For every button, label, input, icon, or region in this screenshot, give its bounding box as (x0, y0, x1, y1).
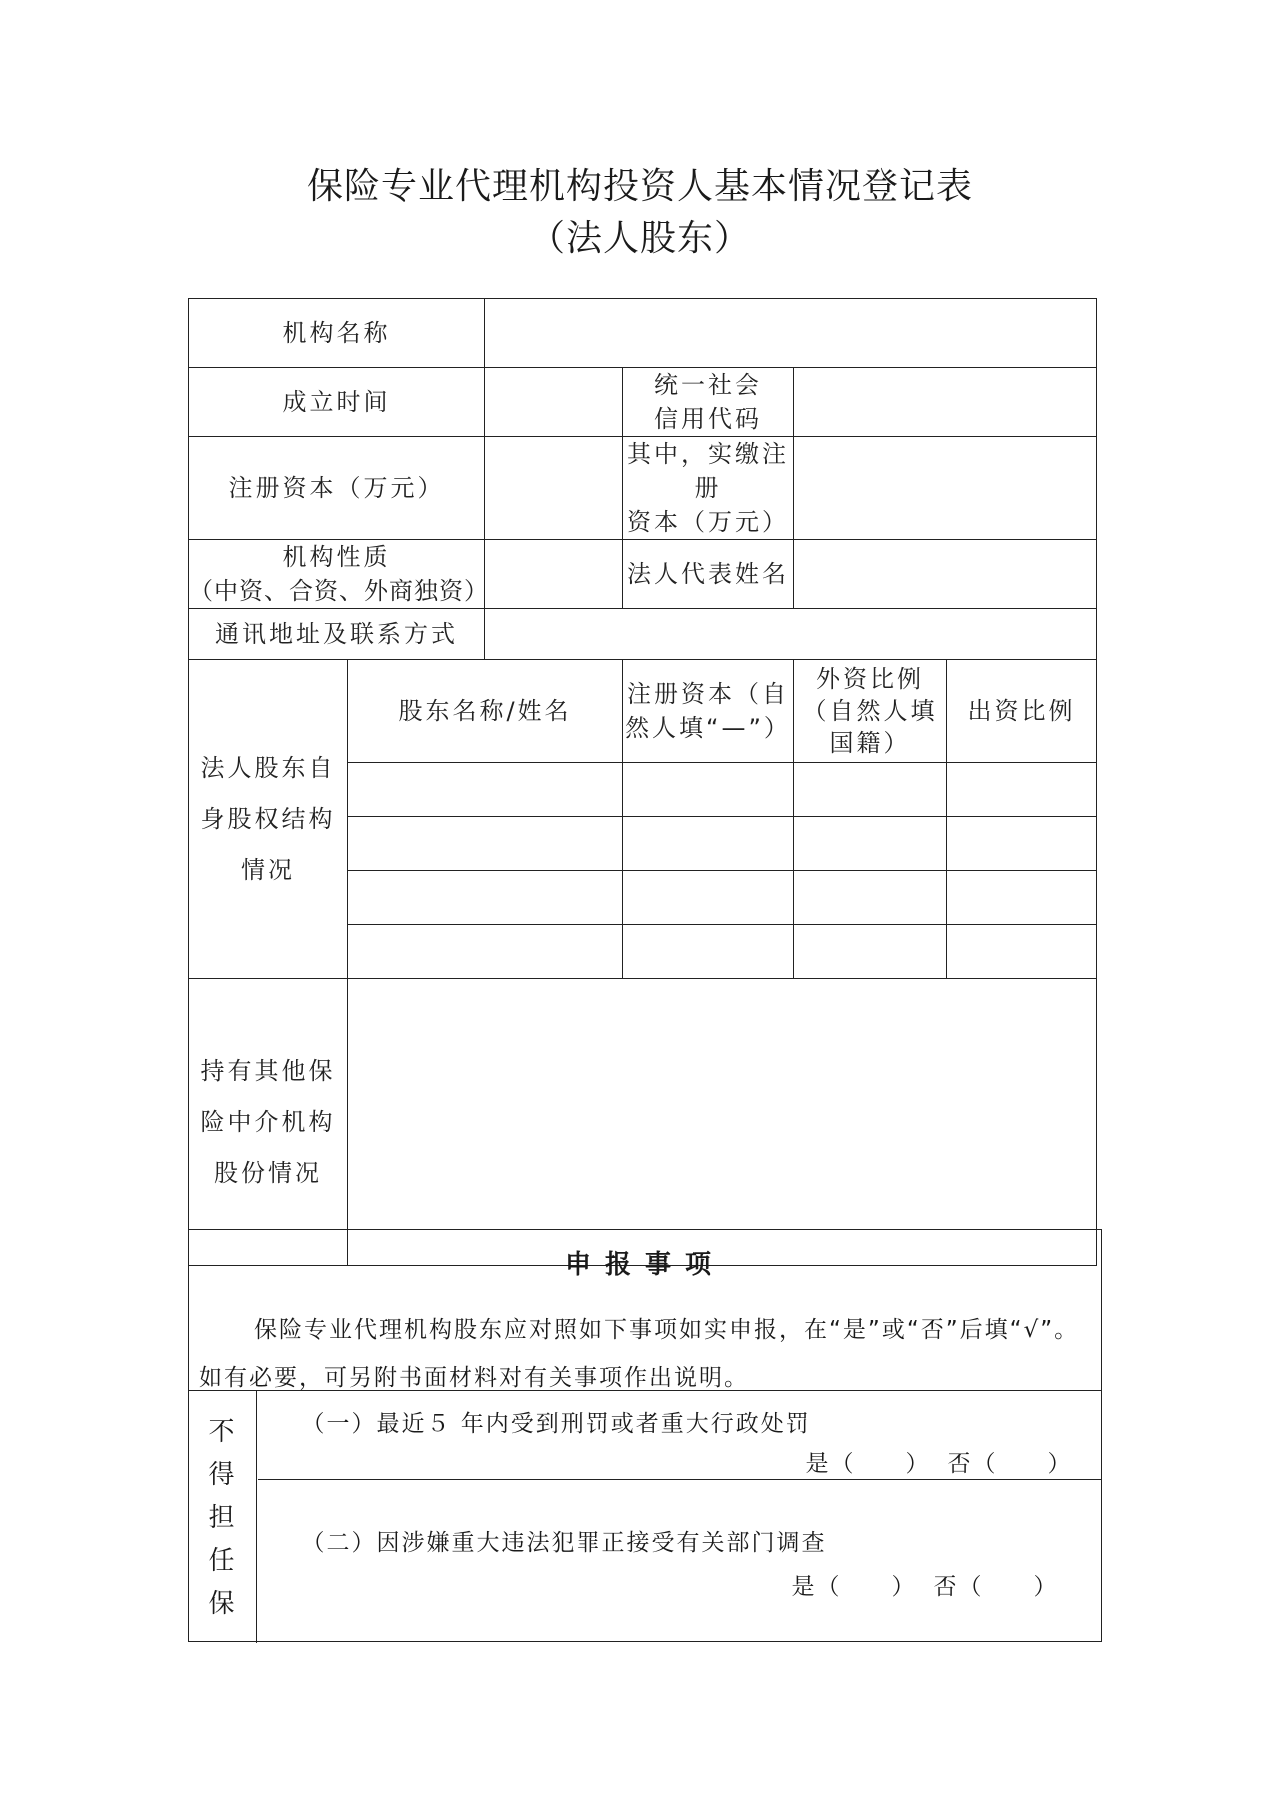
equity-capital-cell[interactable] (623, 763, 794, 817)
declaration-side-label (188, 1391, 257, 1643)
equity-name-cell[interactable] (348, 763, 623, 817)
equity-foreign-cell[interactable] (794, 817, 947, 871)
page-title: 保险专业代理机构投资人基本情况登记表 (306, 166, 973, 207)
equity-foreign-cell[interactable] (794, 925, 947, 979)
address-label: 通讯地址及联系方式 (189, 609, 485, 660)
side-char: 保 (208, 1589, 235, 1619)
reg-capital-field[interactable] (485, 437, 623, 540)
equity-label-line3: 情况 (241, 855, 295, 884)
equity-capital-cell[interactable] (623, 817, 794, 871)
answer-no[interactable]: 否（ ） (933, 1574, 1059, 1600)
declaration-question: （二）因涉嫌重大违法犯罪正接受有关部门调查 (301, 1530, 827, 1556)
side-char: 不 (208, 1417, 235, 1447)
equity-ratio-cell[interactable] (947, 763, 1097, 817)
org-name-field[interactable] (485, 299, 1097, 368)
reg-capital-label: 注册资本（万元） (189, 437, 485, 540)
declaration-section (188, 1229, 1102, 1642)
org-name-label: 机构名称 (189, 299, 485, 368)
founded-field[interactable] (485, 368, 623, 437)
credit-code-label-line1: 统一社会 (654, 371, 762, 399)
equity-capital-cell[interactable] (623, 871, 794, 925)
legal-rep-label: 法人代表姓名 (623, 540, 794, 609)
equity-name-cell[interactable] (348, 925, 623, 979)
other-holdings-field[interactable] (348, 979, 1097, 1266)
answer-no[interactable]: 否（ ） (947, 1451, 1073, 1477)
col-header-foreign-line3: 国籍） (829, 729, 911, 757)
col-header-foreign-line2: （自然人填 (802, 697, 938, 725)
founded-label: 成立时间 (189, 368, 485, 437)
declaration-items (188, 1390, 1102, 1643)
paid-capital-field[interactable] (794, 437, 1097, 540)
nature-label (189, 540, 489, 609)
equity-ratio-cell[interactable] (947, 817, 1097, 871)
equity-ratio-cell[interactable] (947, 925, 1097, 979)
equity-foreign-cell[interactable] (794, 763, 947, 817)
answer-yes[interactable]: 是（ ） (791, 1574, 917, 1600)
legal-rep-field[interactable] (794, 540, 1097, 609)
equity-name-cell[interactable] (348, 817, 623, 871)
declaration-item (258, 1480, 1102, 1642)
col-header-contribution-ratio: 出资比例 (947, 660, 1097, 763)
col-header-foreign-line1: 外资比例 (816, 665, 924, 693)
col-header-foreign-ratio (794, 660, 947, 763)
equity-section-label (189, 660, 348, 979)
equity-name-cell[interactable] (348, 871, 623, 925)
credit-code-label (623, 368, 794, 437)
other-holdings-line2: 险中介机构 (200, 1107, 336, 1136)
declaration-question: （一）最近５ 年内受到刑罚或者重大行政处罚 (301, 1411, 811, 1437)
other-holdings-label (189, 979, 348, 1266)
equity-foreign-cell[interactable] (794, 871, 947, 925)
col-header-reg-capital-line2: 然人填“—”） (625, 714, 791, 742)
nature-field[interactable] (485, 540, 623, 609)
side-char: 担 (208, 1503, 235, 1533)
other-holdings-line3: 股份情况 (214, 1158, 322, 1187)
side-char: 得 (208, 1460, 235, 1490)
declaration-intro: 保险专业代理机构股东应对照如下事项如实申报，在“是”或“否”后填“√”。如有必要，可另附书面材料对有关事项作出说明。 (199, 1317, 1080, 1391)
paid-capital-label-line2: 资本（万元） (627, 508, 789, 536)
col-header-reg-capital-line1: 注册资本（自 (627, 680, 789, 708)
declaration-item (258, 1391, 1102, 1480)
equity-ratio-cell[interactable] (947, 871, 1097, 925)
col-header-reg-capital (623, 660, 794, 763)
credit-code-label-line2: 信用代码 (654, 405, 762, 433)
paid-capital-label-line1: 其中，实缴注册 (627, 440, 789, 502)
credit-code-field[interactable] (794, 368, 1097, 437)
equity-capital-cell[interactable] (623, 925, 794, 979)
nature-label-line2: （中资、合资、外商独资） (189, 577, 489, 605)
address-field[interactable] (485, 609, 1097, 660)
side-char: 任 (208, 1546, 235, 1576)
equity-label-line2: 身股权结构 (200, 804, 336, 833)
registration-table (188, 298, 1097, 1266)
answer-yes[interactable]: 是（ ） (805, 1451, 931, 1477)
equity-label-line1: 法人股东自 (200, 753, 336, 782)
paid-capital-label (623, 437, 794, 540)
page-subtitle: （法人股东） (528, 218, 751, 259)
nature-label-line1: 机构性质 (282, 543, 391, 571)
other-holdings-line1: 持有其他保 (200, 1056, 336, 1085)
declaration-title: 申报事项 (564, 1250, 725, 1280)
col-header-shareholder-name: 股东名称/姓名 (348, 660, 623, 763)
